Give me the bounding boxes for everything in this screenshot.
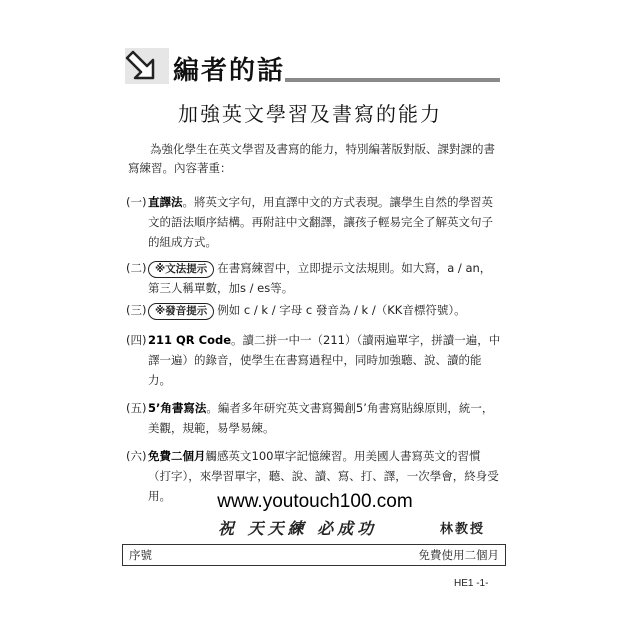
item-text: 。將英文字句，用直譯中文的方式表現。讓學生自然的學習英文的語法順序結構。再附註中文翻譯，讓孩子輕易完全了解英文句子的組成方式。	[148, 195, 493, 249]
main-title: 加強英文學習及書寫的能力	[178, 102, 442, 126]
item-text: 例如 c / k / 字母 c 發音為 / k /（KK音標符號）。	[217, 303, 466, 317]
item-lead: 5’角書寫法	[148, 401, 207, 415]
item-text: 。讀二拼一中一（211）（讀兩遍單字，拼讀一遍，中譯一遍）的錄音，使學生在書寫過程中，同時加強聽、說、讀的能力。	[148, 333, 501, 387]
item-lead: 211 QR Code	[148, 333, 232, 347]
list-item-1	[126, 192, 502, 252]
pronunciation-tip-badge: ※發音提示	[148, 303, 214, 320]
item-text: 在書寫練習中，立即提示文法規則。如大寫，a / an，第三人稱單數，加s / es等。	[148, 261, 492, 295]
page-number: HE1 -1-	[454, 578, 489, 589]
intro-paragraph: 為強化學生在英文學習及書寫的能力，特別編著版對版、課對課的書寫練習。內容著重：	[128, 142, 495, 175]
item-number: (四)	[126, 333, 147, 347]
free-use-label: 免費使用二個月	[418, 548, 499, 562]
item-number: (一)	[126, 195, 147, 209]
item-number: (三)	[126, 303, 147, 317]
grammar-tip-badge: ※文法提示	[148, 261, 214, 278]
header	[125, 48, 500, 84]
serial-box	[122, 544, 506, 566]
list-item-3	[126, 300, 502, 320]
website-url[interactable]: www.youtouch100.com	[204, 488, 426, 516]
item-text: 觸感英文100單字記憶練習。用美國人書寫英文的習慣（打字），來學習單字，聽、說、讀、寫、打、譯，一次學會，終身受用。	[148, 449, 499, 503]
list-item-2	[126, 258, 502, 298]
list-item-5	[126, 398, 502, 438]
arrow-icon	[125, 48, 171, 84]
item-lead: 直譯法	[148, 195, 183, 209]
serial-label: 序號	[129, 548, 152, 562]
item-lead: 免費二個月	[148, 449, 206, 463]
item-text: 。編者多年研究英文書寫獨創5’角書寫貼線原則，統一，美觀，規範，易學易練。	[148, 401, 494, 435]
motto: 祝 天天練 必成功	[218, 519, 378, 538]
item-number: (五)	[126, 401, 147, 415]
item-number: (二)	[126, 261, 147, 275]
author-name: 林教授	[440, 522, 486, 537]
list-item-4	[126, 330, 502, 390]
item-number: (六)	[126, 449, 147, 463]
header-title: 編者的話	[173, 56, 286, 86]
header-rule	[285, 78, 500, 82]
